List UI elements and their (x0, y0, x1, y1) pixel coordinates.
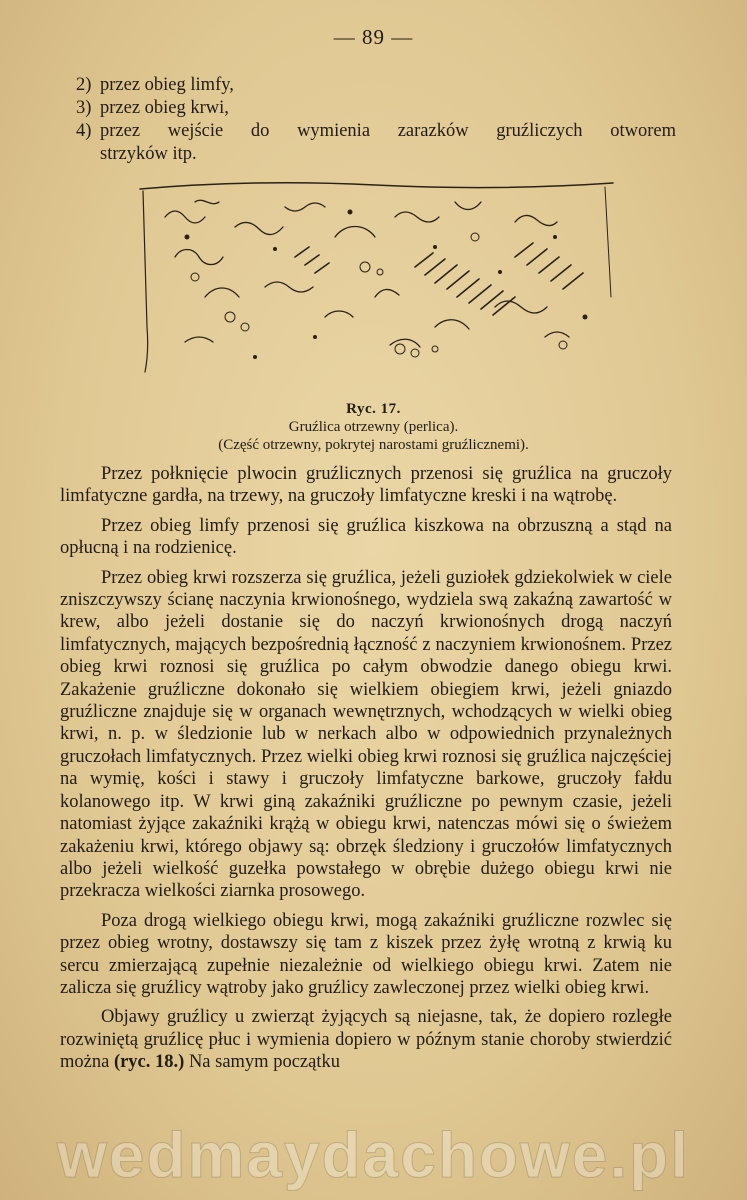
numbered-list (76, 74, 676, 166)
list-item (76, 120, 676, 166)
list-item (76, 97, 676, 120)
figure-reference: (ryc. 18.) (113, 1052, 185, 1073)
list-item-text: przez obieg limfy, (100, 75, 234, 95)
list-item-text: przez wejście do wymienia zarazków gruźliczych otworem (100, 121, 676, 141)
list-item-number: 2) (76, 75, 92, 95)
paragraph: Przez połknięcie plwocin gruźlicznych przenosi się gruźlica na gruczoły limfatyczne gardła, na trzewy, na gruczoły limfatyczne kreski i na wątrobę. (60, 464, 672, 507)
figure-subtitle: (Część otrzewny, pokrytej narostami gruźlicznemi). (218, 437, 529, 453)
list-item-number: 3) (76, 98, 92, 118)
body-text (60, 463, 672, 1081)
paragraph-last (60, 1006, 672, 1073)
watermark: wedmaydachowe.pl (56, 1119, 691, 1191)
figure-title: Gruźlica otrzewny (perlica). (288, 419, 459, 435)
list-item-number: 4) (76, 121, 92, 141)
peritoneum-illustration (135, 177, 615, 377)
paragraph: Przez obieg limfy przenosi się gruźlica kiszkowa na obrzuszną a stąd na opłucną i na rodzienicę. (60, 515, 672, 559)
figure-label: Ryc. 17. (346, 401, 401, 417)
paragraph: Przez obieg krwi rozszerza się gruźlica, jeżeli guziołek gdziekolwiek w ciele zniszczywszy ścianę naczynia krwionośnego, wydziela swą zakaźną zawartość w krew, albo jeżeli dostanie się do naczyń krwionośnych drogą naczyń limfatycznych, mających bezpośrednią łączność z naczyniem krwionośnem. Przez obieg krwi roznosi się gruźlica po całym obwodzie danego obiegu krwi. Zakażenie gruźliczne dokonało się wielkiem obiegiem krwi, jeżeli gniazdo gruźliczne znajduje się w organach wewnętrznych, wchodzących w wielki obieg krwi, n. p. w śledzionie lub w nerkach albo w odpowiednich przynależnych gruczołach limfatycznych. Przez wielki obieg krwi roznosi się gruźlica najczęściej na wymię, kości i stawy i gruczoły limfatyczne barkowe, gruczoły fałdu kolanowego itp. W krwi giną zakaźniki gruźliczne po pewnym czasie, jeżeli natomiast żyjące zakaźniki krążą w obiegu krwi, natenczas mówi się o świeżem zakażeniu krwi, którego objawy są: obrzęk śledziony i gruczołów limfatycznych albo jeżeli wielkość guzełka powstałego w obrębie dużego obiegu krwi nie przekracza wielkości ziarnka prosowego. (60, 567, 672, 902)
paragraph-text: Objawy gruźlicy u zwierząt żyjących są niejasne, tak, że dopiero rozległe rozwiniętą gruźlicę płuc i wymienia dopiero w późnym stanie choroby stwierdzić można (60, 1007, 672, 1073)
list-item (76, 74, 676, 97)
figure-caption (0, 400, 747, 454)
paragraph-text: Na samym początku (184, 1052, 340, 1073)
list-item-text-continued: strzyków itp. (100, 144, 197, 164)
page-number: — 89 — (333, 25, 414, 49)
paragraph: Poza drogą wielkiego obiegu krwi, mogą zakaźniki gruźliczne rozwlec się przez obieg wrotny, dostawszy się tam z kiszek przez żyłę wrotną z krwią ku sercu zmierzającą zupełnie niezależnie od wielkiego obiegu krwi. Zatem nie zalicza się gruźlicy wątroby jako gruźlicy zawleczonej przez wielki obieg krwi. (60, 910, 672, 998)
list-item-text: przez obieg krwi, (100, 98, 229, 118)
